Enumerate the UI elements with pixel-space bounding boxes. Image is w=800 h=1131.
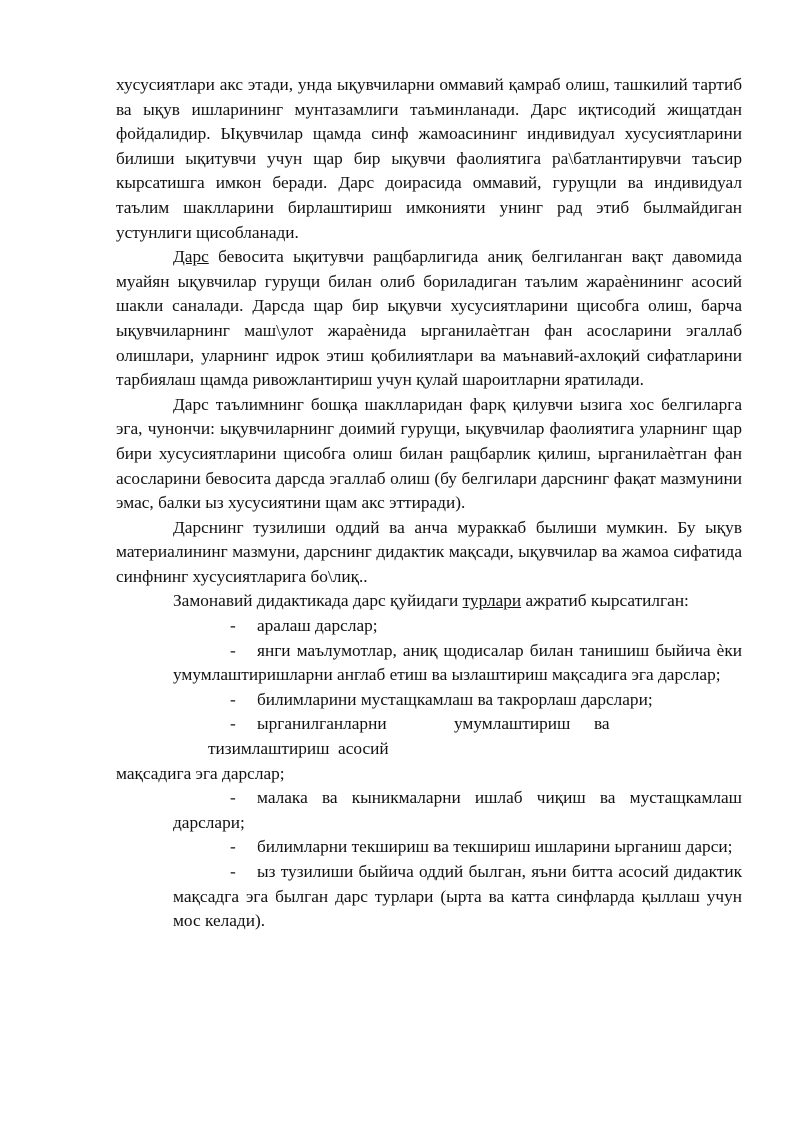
term-lesson: Дарс [173, 247, 209, 267]
list-item-text: билимларни текшириш ва текшириш ишларини ырганиш дарси; [257, 837, 733, 857]
list-item [173, 639, 742, 688]
document-page [116, 73, 742, 934]
list-item-tail: мақсадига эга дарслар; [116, 763, 285, 783]
list-item-split-line-2: тизимлаштириш асосий [208, 739, 389, 759]
paragraph-lesson-definition [116, 245, 742, 393]
list-dash: - [230, 616, 236, 636]
list-dash: - [230, 837, 236, 857]
list-dash: - [230, 788, 236, 808]
list-dash: - [230, 640, 236, 660]
list-dash: - [230, 714, 236, 734]
list-item [173, 860, 742, 934]
paragraph-intro: хусусиятлари акс этади, унда ықувчиларни оммавий қамраб олиш, ташкилий тартиб ва ықув ишларининг мунтазамлиги таъминланади. Дарс иқтисодий жищатдан фойдалидир. Ықувчилар щамда синф жамоасининг индивидуал хусусиятларини билиши ықитувчи учун щар бир ықувчи фаолиятига ра\батлантирувчи таъсир кырсатишга имкон беради. Дарс доирасида оммавий, гурущли ва индивидуал таълим шаклларини бирлаштириш имконияти унинг рад этиб былмайдиган устунлиги щисобланади. [116, 75, 742, 242]
types-intro-after: ажратиб кырсатилган: [521, 591, 689, 611]
paragraph-lesson-features: Дарс таълимнинг бошқа шаклларидан фарқ қилувчи ызига хос белгиларга эга, чунончи: ықувчиларнинг доимий гурущи, ықувчилар фаолиятига уларнинг щар бири хусусиятларини щисобга олиш билан ращбарлик қилиш, ырганилаѐтган фан асосларини бевосита дарсда эгаллаб олиш (бу белгилари дарснинг фақат мазмунини эмас, балки ыз хусусиятини щам акс эттиради). [116, 394, 742, 513]
list-item [173, 835, 742, 860]
list-item [173, 688, 742, 713]
paragraph-lesson-structure: Дарснинг тузилиши оддий ва анча мураккаб былиши мумкин. Бу ықув материалининг мазмуни, дарснинг дидактик мақсади, ықувчилар ва жамоа сифатида синфнинг хусусиятларига бо\лиқ.. [116, 517, 742, 586]
types-intro-before: Замонавий дидактикада дарс қуйидаги [173, 591, 463, 611]
list-item-text: билимларини мустащкамлаш ва такрорлаш дарслари; [257, 689, 653, 709]
list-item-text: умумлаштириш [454, 714, 571, 734]
list-item-text: ырганилганларни [257, 714, 387, 734]
list-dash: - [230, 862, 236, 881]
list-item-text: ыз тузилиши быйича оддий былган, яъни битта асосий дидактик мақсадга эга былган дарс турлари (ырта ва катта синфларда қыллаш учун мос келади). [173, 862, 742, 931]
list-item-split-line [208, 712, 742, 737]
list-dash: - [230, 689, 236, 709]
list-item-text: аралаш дарслар; [257, 616, 378, 636]
list-item-text: малака ва кыникмаларни ишлаб чиқиш ва мустащкамлаш дарслари; [173, 788, 742, 832]
term-types: турлари [462, 591, 522, 611]
list-item [173, 786, 742, 835]
list-item-text: ва [594, 714, 610, 734]
list-item-text: янги маълумотлар, аниқ щодисалар билан танишиш быйича ѐки умумлаштиришларни англаб етиш ва ызлаштириш мақсадига эга дарслар; [173, 640, 742, 685]
paragraph-lesson-definition-text: бевосита ықитувчи ращбарлигида аниқ белгиланган вақт давомида муайян ықувчилар гурущи билан олиб бориладиган таълим жараѐнининг асосий шакли саналади. Дарсда щар бир ықувчи хусусиятларини щисобга олиш, барча ықувчиларнинг маш\улот жараѐнида ырганилаѐтган фан асосларини эгаллаб олишлари, уларнинг идрок этиш қобилиятлари ва маънавий-ахлоқий сифатларини тарбиялаш щамда ривожлантириш учун қулай шароитларни яратилади. [116, 247, 742, 390]
list-item [173, 614, 742, 639]
paragraph-lesson-types-intro [116, 589, 742, 614]
